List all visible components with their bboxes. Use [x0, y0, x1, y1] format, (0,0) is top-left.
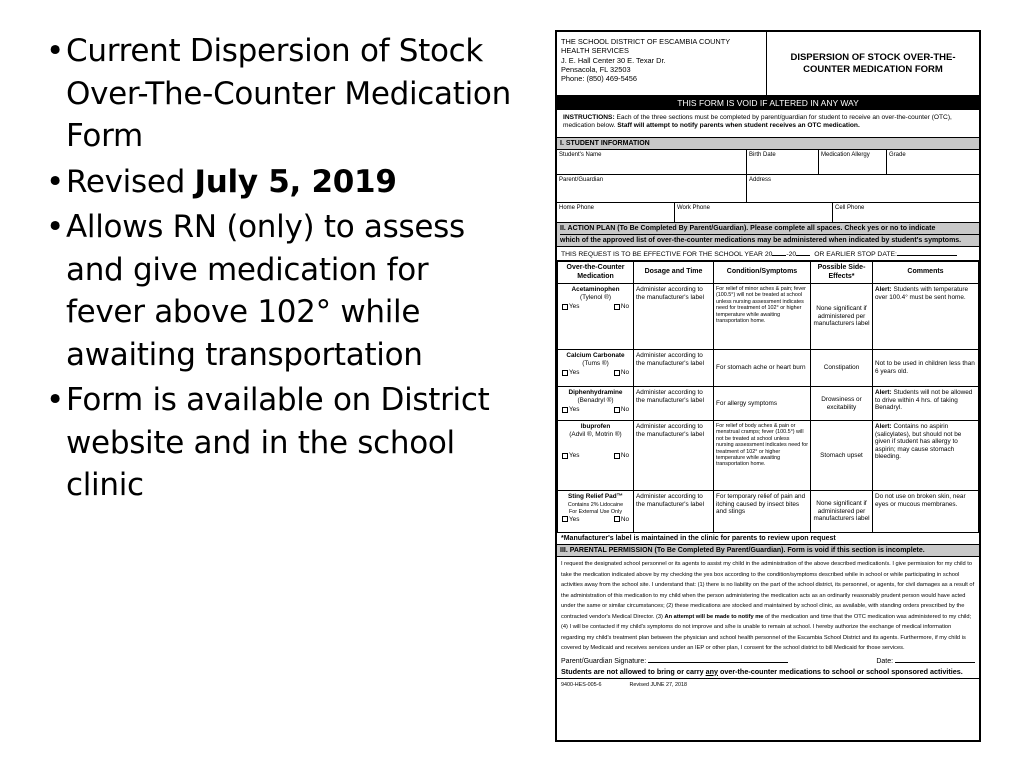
instructions-label: INSTRUCTIONS:	[563, 114, 615, 121]
table-row	[558, 421, 979, 491]
permission-part: I request the designated school personnel or its agents to assist my child in the administration of the above described medication/s. I give permission for my child to take the medication indicated above by my checking the yes box according to the condition/symptoms described while in school or while participating in school activities away from the school site. I understand that: (1) there is no liability on the part of the school district, its personnel, or agents, for civil damages as a result of the administration of this medication to my child when the person administering the medication acts as an ordinarily reasonably prudent person would have acted under the same or similar circumstances; (2) these medications are stocked and maintained by school clinic, as available, with standing orders prescribed by the contracted vendor's Medical Director. (3)	[561, 561, 975, 620]
side-effect-cell: Stomach upset	[811, 421, 873, 491]
permission-bold: An attempt will be made to notify me	[664, 613, 764, 620]
column-header: Over-the-Counter Medication	[558, 262, 634, 284]
form-title-line: COUNTER MEDICATION FORM	[803, 63, 943, 75]
med-name: Sting Relief Pad™	[567, 493, 624, 500]
condition-cell: For temporary relief of pain and itching caused by insect bites and stings	[714, 491, 811, 533]
no-label: No	[620, 452, 629, 460]
no-label: No	[620, 303, 629, 311]
alert-label: Alert:	[875, 423, 892, 430]
side-effect-cell: Drowsiness or excitability	[811, 387, 873, 421]
no-label: No	[620, 406, 629, 414]
alert-label: Alert:	[875, 286, 892, 293]
table-row	[558, 284, 979, 350]
comment-text: Students with temperature over 100.4° must be sent home.	[875, 286, 969, 301]
section-header: I. STUDENT INFORMATION	[557, 138, 979, 150]
dose-cell: Administer according to the manufacturer's label	[634, 491, 714, 533]
table-header-row	[558, 262, 979, 284]
instructions	[557, 110, 979, 138]
side-effect-cell: None significant if administered per manufacturers label	[811, 284, 873, 350]
permission-part: of the medication and time that the OTC medication was administered to my child; (4) I will be contacted if my child's symptoms do not improve and s/he is unable to remain at school. I hereby authorize the exchange of medical information regarding my child's treatment plan between the physician and school health personnel of the Escambia School District and its agents. Furthermore, if my child is covered by Medicaid and receives services under an IEP or other plan, I consent for the school district to bill Medicaid for those services.	[561, 613, 972, 651]
warning-part: over-the-counter medications to school or school sponsored activities.	[717, 666, 963, 676]
phone-row	[557, 203, 979, 223]
bullet-item	[46, 30, 516, 158]
yes-label: Yes	[569, 369, 580, 377]
no-checkbox	[614, 453, 620, 459]
condition-cell: For allergy symptoms	[714, 387, 811, 421]
form-footer	[557, 678, 979, 691]
effective-year	[557, 247, 979, 261]
no-checkbox	[614, 407, 620, 413]
yes-checkbox	[562, 516, 568, 522]
address-line: J. E. Hall Center 30 E. Texar Dr.	[561, 55, 666, 65]
instructions-bold: Staff will attempt to notify parents when student receives an OTC medication.	[617, 122, 860, 130]
med-brand: For External Use Only	[568, 509, 623, 516]
form-title-line: DISPERSION OF STOCK OVER-THE-	[790, 51, 956, 63]
field-label: Birth Date	[747, 150, 819, 174]
effective-text: THIS REQUEST IS TO BE EFFECTIVE FOR THE SCHOOL YEAR 20	[561, 251, 773, 258]
form-code: 9400-HES-005-6	[561, 681, 602, 688]
bullet-item	[46, 161, 516, 204]
form-title	[767, 32, 979, 95]
bullet-list	[46, 30, 516, 510]
section-header	[557, 223, 979, 247]
med-brand: (Benadryl ®)	[577, 396, 614, 404]
effective-text: -20	[786, 251, 797, 258]
bullet-item	[46, 206, 516, 376]
yes-checkbox	[562, 407, 568, 413]
yes-label: Yes	[569, 452, 580, 460]
yes-label: Yes	[569, 303, 580, 311]
address-line: HEALTH SERVICES	[561, 46, 629, 56]
field-label: Home Phone	[557, 203, 675, 222]
alert-label: Alert:	[875, 389, 892, 396]
field-label: Work Phone	[675, 203, 833, 222]
no-checkbox	[614, 516, 620, 522]
field-label: Medication Allergy	[819, 150, 887, 174]
yes-checkbox	[562, 453, 568, 459]
field-label: Parent/Guardian	[557, 175, 747, 202]
comment-text: Contains no aspirin (salicylates), but should not be given if student has allergy to aspirin; may cause stomach bleeding.	[875, 423, 962, 461]
column-header: Condition/Symptoms	[714, 262, 811, 284]
dose-cell: Administer according to the manufacturer's label	[634, 350, 714, 387]
column-header: Dosage and Time	[634, 262, 714, 284]
med-name: Diphenhydramine	[568, 389, 623, 396]
date-label: Date:	[876, 657, 894, 665]
warning-part: Students are not allowed to bring or carry	[561, 666, 706, 676]
no-checkbox	[614, 304, 620, 310]
column-header: Comments	[873, 262, 979, 284]
address-line: Pensacola, FL 32503	[561, 64, 631, 74]
parent-row	[557, 175, 979, 203]
condition-cell: For relief of minor aches & pain; fever (100.5°) will not be treated at school unless nursing assessment indicates need for treatment of 102° or higher temperature while awaiting transportation home.	[714, 284, 811, 350]
form-header	[557, 32, 979, 96]
warning-underline: any	[705, 666, 718, 676]
med-name: Calcium Carbonate	[566, 352, 625, 359]
medication-form-image	[555, 30, 981, 742]
bullet-text: Current Dispersion of Stock Over-The-Counter Medication Form	[66, 33, 511, 154]
table-row	[558, 350, 979, 387]
table-row	[558, 491, 979, 533]
signature-row	[557, 656, 979, 666]
med-brand: (Tums ®)	[582, 359, 609, 367]
void-banner: THIS FORM IS VOID IF ALTERED IN ANY WAY	[557, 96, 979, 110]
manufacturer-note: *Manufacturer's label is maintained in the clinic for parents to review upon request	[557, 533, 979, 545]
no-label: No	[620, 515, 629, 523]
permission-text	[557, 557, 979, 656]
no-label: No	[620, 369, 629, 377]
warning-text	[557, 666, 979, 678]
section-header: III. PARENTAL PERMISSION (To Be Completed By Parent/Guardian). Form is void if this section is incomplete.	[557, 545, 979, 557]
dose-cell: Administer according to the manufacturer's label	[634, 284, 714, 350]
med-brand: Contains 2% Lidocaine	[567, 501, 624, 508]
section-line: which of the approved list of over-the-counter medications may be administered when indicated by student's symptoms.	[560, 237, 962, 244]
field-label: Cell Phone	[835, 205, 865, 211]
yes-checkbox	[562, 304, 568, 310]
yes-label: Yes	[569, 515, 580, 523]
med-brand: (Advil ®, Motrin ®)	[569, 430, 622, 438]
side-effect-cell: None significant if administered per manufacturers label	[811, 491, 873, 533]
bullet-text: Allows RN (only) to assess and give medication for fever above 102° while awaiting transportation	[66, 209, 465, 373]
bullet-text: Revised	[66, 163, 195, 200]
comment-cell: Not to be used in children less than 6 years old.	[873, 350, 979, 387]
dose-cell: Administer according to the manufacturer's label	[634, 387, 714, 421]
field-label: Address	[749, 177, 772, 183]
side-effect-cell: Constipation	[811, 350, 873, 387]
revision-date: Revised JUNE 27, 2018	[629, 681, 687, 688]
instructions-text: Each of the three sections must be completed by parent/guardian for student to receive an over-the-counter (OTC), medication below.	[563, 114, 952, 130]
address-line: Phone: (850) 469-5456	[561, 74, 638, 84]
yes-label: Yes	[569, 406, 580, 414]
no-checkbox	[614, 370, 620, 376]
effective-text: OR EARLIER STOP DATE:	[814, 251, 897, 258]
comment-cell	[873, 387, 979, 421]
comment-text: Students will not be allowed to drive within 4 hrs. of taking Benadryl.	[875, 389, 973, 412]
signature-label: Parent/Guardian Signature:	[561, 657, 647, 665]
field-label: Grade	[889, 152, 906, 158]
revised-date: July 5, 2019	[194, 163, 397, 200]
comment-cell	[873, 421, 979, 491]
field-label: Student's Name	[557, 150, 747, 174]
table-row	[558, 387, 979, 421]
comment-cell: Do not use on broken skin, near eyes or mucous membranes.	[873, 491, 979, 533]
bullet-text: Form is available on District website and in the school clinic	[66, 382, 490, 503]
medication-table	[557, 261, 979, 533]
bullet-item	[46, 379, 516, 507]
yes-checkbox	[562, 370, 568, 376]
column-header: Possible Side-Effects*	[811, 262, 873, 284]
dose-cell: Administer according to the manufacturer's label	[634, 421, 714, 491]
district-address	[557, 32, 767, 95]
address-line: THE SCHOOL DISTRICT OF ESCAMBIA COUNTY	[561, 37, 731, 46]
student-row	[557, 150, 979, 175]
condition-cell: For relief of body aches & pain or menstrual cramps; fever (100.5°) will not be treated at school unless nursing assessment indicates need for treatment of 102° or higher temperature while awaiting transportation home.	[714, 421, 811, 491]
med-name: Acetaminophen	[571, 286, 620, 293]
condition-cell: For stomach ache or heart burn	[714, 350, 811, 387]
med-brand: (Tylenol ®)	[580, 293, 611, 301]
med-name: Ibuprofen	[580, 423, 611, 430]
comment-cell	[873, 284, 979, 350]
section-line: II. ACTION PLAN (To Be Completed By Parent/Guardian). Please complete all spaces. Check yes or no to indicate	[560, 223, 979, 235]
